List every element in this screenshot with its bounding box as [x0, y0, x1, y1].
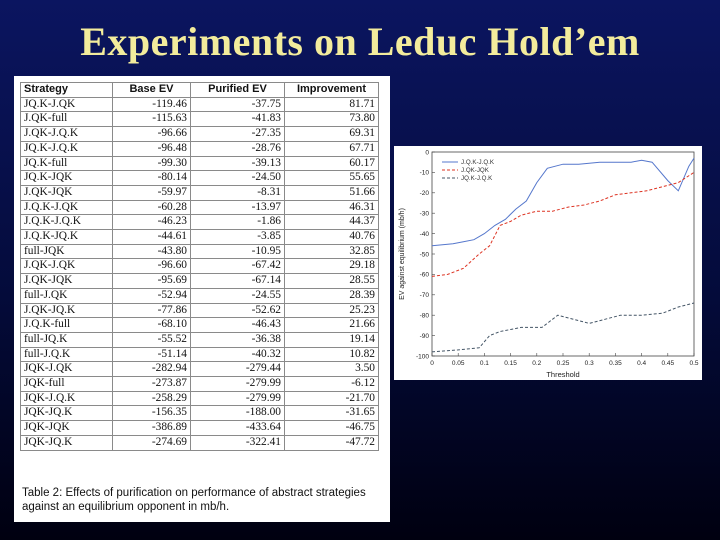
cell-strategy: full-J.Q.K	[21, 347, 113, 362]
cell-base-ev: -274.69	[113, 435, 191, 450]
table-row	[21, 318, 379, 333]
cell-purified-ev: -41.83	[191, 112, 285, 127]
cell-base-ev: -55.52	[113, 332, 191, 347]
cell-purified-ev: -39.13	[191, 156, 285, 171]
cell-improvement: 19.14	[285, 332, 379, 347]
table-row	[21, 230, 379, 245]
cell-improvement: -21.70	[285, 391, 379, 406]
cell-base-ev: -282.94	[113, 362, 191, 377]
col-header-improvement: Improvement	[285, 83, 379, 98]
table-row	[21, 141, 379, 156]
slide-title: Experiments on Leduc Hold’em	[80, 19, 640, 64]
cell-strategy: JQ.K-full	[21, 156, 113, 171]
cell-base-ev: -258.29	[113, 391, 191, 406]
cell-strategy: JQK-JQ.K	[21, 435, 113, 450]
cell-base-ev: -59.97	[113, 185, 191, 200]
cell-base-ev: -96.66	[113, 127, 191, 142]
cell-base-ev: -115.63	[113, 112, 191, 127]
cell-improvement: 29.18	[285, 259, 379, 274]
cell-purified-ev: -37.75	[191, 97, 285, 112]
cell-base-ev: -44.61	[113, 230, 191, 245]
results-table	[20, 82, 379, 451]
cell-improvement: 28.55	[285, 274, 379, 289]
cell-strategy: JQK-JQK	[21, 421, 113, 436]
cell-improvement: 69.31	[285, 127, 379, 142]
cell-base-ev: -119.46	[113, 97, 191, 112]
cell-purified-ev: -322.41	[191, 435, 285, 450]
cell-base-ev: -95.69	[113, 274, 191, 289]
y-tick-label: -10	[419, 169, 429, 177]
x-tick-label: 0.35	[609, 360, 622, 367]
y-tick-label: -80	[419, 312, 429, 320]
table-body	[21, 97, 379, 450]
ev-threshold-chart	[394, 146, 702, 380]
col-header-purified-ev: Purified EV	[191, 83, 285, 98]
cell-purified-ev: -46.43	[191, 318, 285, 333]
cell-base-ev: -96.60	[113, 259, 191, 274]
cell-improvement: -46.75	[285, 421, 379, 436]
cell-improvement: -47.72	[285, 435, 379, 450]
cell-improvement: -31.65	[285, 406, 379, 421]
cell-base-ev: -60.28	[113, 200, 191, 215]
legend-label: JQ.K-J.Q.K	[461, 175, 493, 183]
cell-improvement: 67.71	[285, 141, 379, 156]
cell-improvement: 21.66	[285, 318, 379, 333]
table-row	[21, 391, 379, 406]
cell-purified-ev: -10.95	[191, 244, 285, 259]
x-tick-label: 0.15	[504, 360, 517, 367]
cell-strategy: JQ.K-J.Q.K	[21, 141, 113, 156]
y-axis-label: EV against equilibrium (mb/h)	[399, 208, 406, 300]
cell-strategy: JQK-JQ.K	[21, 406, 113, 421]
cell-purified-ev: -67.14	[191, 274, 285, 289]
plot-area	[432, 152, 694, 356]
cell-purified-ev: -13.97	[191, 200, 285, 215]
table-row	[21, 332, 379, 347]
table-row	[21, 259, 379, 274]
cell-purified-ev: -188.00	[191, 406, 285, 421]
chart-panel	[394, 146, 702, 380]
cell-base-ev: -386.89	[113, 421, 191, 436]
cell-strategy: J.Q.K-J.QK	[21, 200, 113, 215]
table-caption: Table 2: Effects of purification on performance of abstract strategies against an equilibrium opponent in mb/h.	[22, 487, 366, 513]
cell-purified-ev: -24.50	[191, 171, 285, 186]
table-header-row	[21, 83, 379, 98]
cell-purified-ev: -27.35	[191, 127, 285, 142]
cell-purified-ev: -3.85	[191, 230, 285, 245]
cell-improvement: 46.31	[285, 200, 379, 215]
legend-label: J.Q.K-J.Q.K	[461, 159, 495, 167]
cell-base-ev: -80.14	[113, 171, 191, 186]
table-row	[21, 274, 379, 289]
table-row	[21, 156, 379, 171]
cell-purified-ev: -279.44	[191, 362, 285, 377]
table-row	[21, 215, 379, 230]
cell-strategy: J.QK-JQK	[21, 274, 113, 289]
cell-improvement: 55.65	[285, 171, 379, 186]
x-tick-label: 0.5	[689, 360, 699, 367]
cell-purified-ev: -279.99	[191, 391, 285, 406]
x-tick-label: 0.3	[584, 360, 594, 367]
table-row	[21, 200, 379, 215]
y-tick-label: -50	[419, 251, 429, 259]
table-row	[21, 97, 379, 112]
cell-purified-ev: -40.32	[191, 347, 285, 362]
cell-strategy: J.QK-JQ.K	[21, 303, 113, 318]
legend-label: J.QK-JQK	[461, 167, 489, 175]
cell-improvement: 40.76	[285, 230, 379, 245]
cell-base-ev: -96.48	[113, 141, 191, 156]
x-tick-label: 0.45	[661, 360, 675, 367]
table-row	[21, 421, 379, 436]
table-row	[21, 362, 379, 377]
cell-purified-ev: -8.31	[191, 185, 285, 200]
table-row	[21, 288, 379, 303]
x-axis-label: Threshold	[546, 370, 580, 379]
col-header-strategy: Strategy	[21, 83, 113, 98]
cell-base-ev: -273.87	[113, 377, 191, 392]
table-row	[21, 112, 379, 127]
cell-strategy: J.QK-JQK	[21, 185, 113, 200]
cell-improvement: 60.17	[285, 156, 379, 171]
cell-base-ev: -43.80	[113, 244, 191, 259]
cell-strategy: J.Q.K-full	[21, 318, 113, 333]
cell-improvement: 51.66	[285, 185, 379, 200]
cell-strategy: full-J.QK	[21, 288, 113, 303]
cell-improvement: 73.80	[285, 112, 379, 127]
cell-purified-ev: -1.86	[191, 215, 285, 230]
cell-base-ev: -99.30	[113, 156, 191, 171]
table-row	[21, 244, 379, 259]
cell-strategy: JQK-J.Q.K	[21, 391, 113, 406]
cell-purified-ev: -279.99	[191, 377, 285, 392]
cell-strategy: full-JQK	[21, 244, 113, 259]
cell-improvement: 25.23	[285, 303, 379, 318]
cell-base-ev: -77.86	[113, 303, 191, 318]
x-tick-label: 0.1	[479, 360, 489, 367]
cell-purified-ev: -24.55	[191, 288, 285, 303]
cell-improvement: 32.85	[285, 244, 379, 259]
cell-purified-ev: -433.64	[191, 421, 285, 436]
col-header-base-ev: Base EV	[113, 83, 191, 98]
table-row	[21, 435, 379, 450]
table-row	[21, 185, 379, 200]
cell-purified-ev: -52.62	[191, 303, 285, 318]
cell-purified-ev: -36.38	[191, 332, 285, 347]
cell-improvement: -6.12	[285, 377, 379, 392]
y-tick-label: -70	[419, 292, 429, 300]
y-tick-label: 0	[425, 149, 429, 157]
y-tick-label: -40	[419, 230, 429, 238]
x-tick-label: 0.2	[532, 360, 542, 367]
cell-purified-ev: -28.76	[191, 141, 285, 156]
y-tick-label: -20	[419, 190, 429, 198]
cell-strategy: J.Q.K-J.Q.K	[21, 215, 113, 230]
results-table-panel	[14, 76, 390, 522]
table-row	[21, 377, 379, 392]
x-tick-label: 0.4	[637, 360, 647, 367]
cell-improvement: 44.37	[285, 215, 379, 230]
cell-strategy: J.QK-J.QK	[21, 259, 113, 274]
table-row	[21, 127, 379, 142]
cell-strategy: JQK-J.QK	[21, 362, 113, 377]
cell-base-ev: -52.94	[113, 288, 191, 303]
cell-base-ev: -46.23	[113, 215, 191, 230]
cell-base-ev: -156.35	[113, 406, 191, 421]
cell-improvement: 28.39	[285, 288, 379, 303]
cell-improvement: 10.82	[285, 347, 379, 362]
x-tick-label: 0.25	[556, 360, 570, 367]
cell-purified-ev: -67.42	[191, 259, 285, 274]
table-row	[21, 347, 379, 362]
cell-base-ev: -68.10	[113, 318, 191, 333]
cell-strategy: JQ.K-J.QK	[21, 97, 113, 112]
cell-strategy: JQK-full	[21, 377, 113, 392]
cell-strategy: J.QK-full	[21, 112, 113, 127]
x-tick-label: 0.05	[451, 360, 465, 367]
y-tick-label: -30	[419, 210, 429, 218]
cell-strategy: full-JQ.K	[21, 332, 113, 347]
cell-base-ev: -51.14	[113, 347, 191, 362]
x-tick-label: 0	[430, 360, 434, 367]
cell-strategy: J.Q.K-JQ.K	[21, 230, 113, 245]
y-tick-label: -90	[419, 332, 429, 340]
table-row	[21, 171, 379, 186]
y-tick-label: -100	[415, 353, 429, 361]
cell-improvement: 3.50	[285, 362, 379, 377]
cell-strategy: JQ.K-JQK	[21, 171, 113, 186]
table-row	[21, 406, 379, 421]
table-row	[21, 303, 379, 318]
y-tick-label: -60	[419, 271, 429, 279]
cell-improvement: 81.71	[285, 97, 379, 112]
cell-strategy: J.QK-J.Q.K	[21, 127, 113, 142]
